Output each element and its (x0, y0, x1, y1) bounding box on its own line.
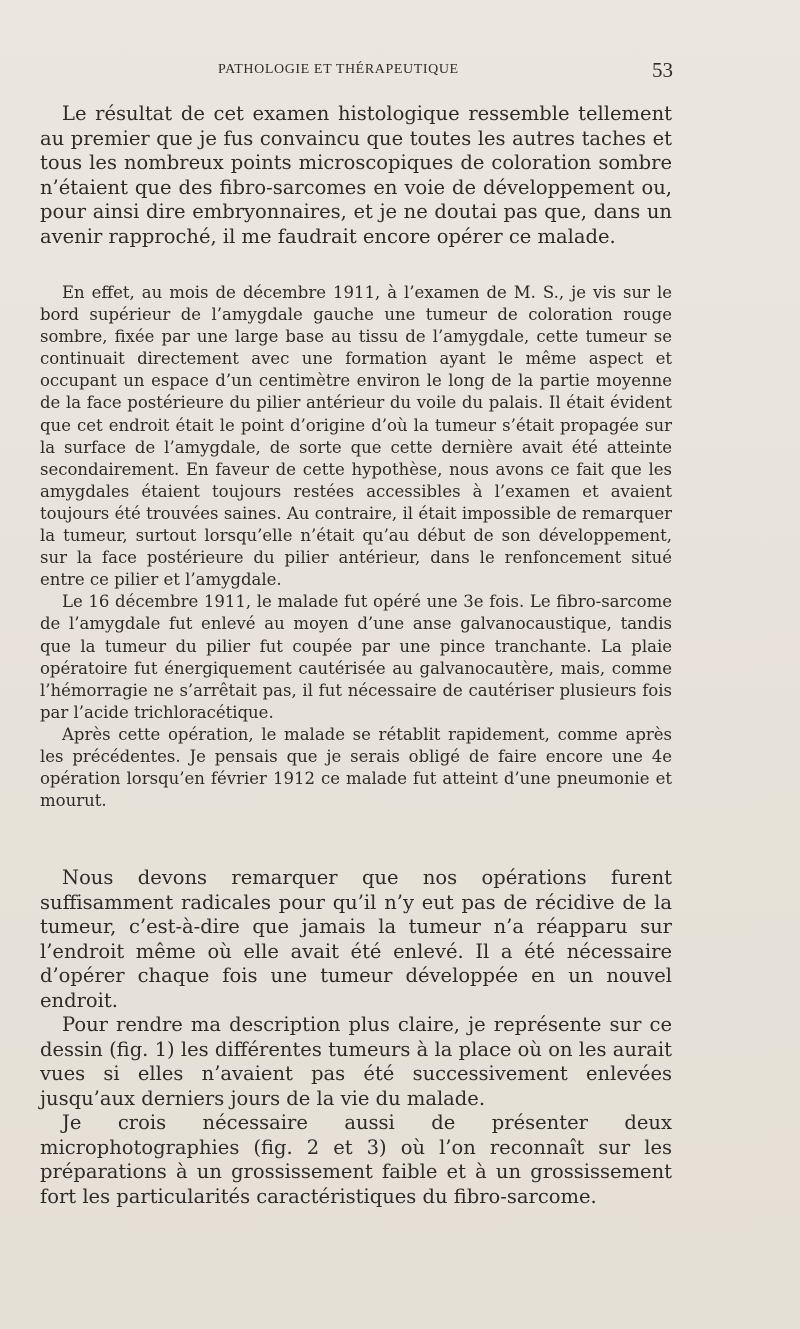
paragraph-recovery-and-death: Après cette opération, le malade se rétablit rapidement, comme après les précédentes. Je pensais que je serais obligé de faire encore une 4e opération lorsqu’en février 1912 ce malade fut atteint d’une pneumonie et mourut. (40, 724, 672, 811)
text-block-case-report (40, 282, 672, 812)
text-block-conclusion (40, 866, 672, 1209)
paragraph-microphotographs: Je crois nécessaire aussi de présenter deux microphotographies (fig. 2 et 3) où l’on reconnaît sur les préparations à un grossissement faible et à un grossissement fort les particularités caractéristiques du fibro-sarcome. (40, 1111, 672, 1208)
paragraph-histology-result: Le résultat de cet examen histologique ressemble tellement au premier que je fus convaincu que toutes les autres taches et tous les nombreux points microscopiques de coloration sombre n’étaient que des fibro-sarcomes en voie de développement ou, pour ainsi dire embryonnaires, et je ne doutai pas que, dans un avenir rapproché, il me faudrait encore opérer ce malade. (40, 102, 672, 248)
paragraph-third-operation: Le 16 décembre 1911, le malade fut opéré une 3e fois. Le fibro-sarcome de l’amygdale fut enlevé au moyen d’une anse galvanocaustique, tandis que la tumeur du pilier fut coupée par une pince tranchante. La plaie opératoire fut énergiquement cautérisée au galvanocautère, mais, comme l’hémorragie ne s’arrêtait pas, il fut nécessaire de cautériser plusieurs fois par l’acide trichloracétique. (40, 592, 672, 722)
page-number: 53 (652, 58, 673, 82)
running-head (0, 58, 800, 82)
paragraph-figure-one: Pour rendre ma description plus claire, je représente sur ce dessin (fig. 1) les différentes tumeurs à la place où on les aurait vues si elles n’avaient pas été successivement enlevées jusqu’aux derniers jours de la vie du malade. (40, 1013, 672, 1110)
paragraph-no-recurrence: Nous devons remarquer que nos opérations furent suffisamment radicales pour qu’il n’y eut pas de récidive de la tumeur, c’est-à-dire que jamais la tumeur n’a réapparu sur l’endroit même où elle avait été enlevé. Il a été nécessaire d’opérer chaque fois une tumeur développée en un nouvel endroit. (40, 866, 672, 1012)
running-title: PATHOLOGIE ET THÉRAPEUTIQUE (218, 62, 459, 77)
paragraph-december-exam: En effet, au mois de décembre 1911, à l’examen de M. S., je vis sur le bord supérieur de l’amygdale gauche une tumeur de coloration rouge sombre, fixée par une large base au tissu de l’amygdale, cette tumeur se continuait directement avec une formation ayant le même aspect et occupant un espace d’un centimètre environ le long de la partie moyenne de la face postérieure du pilier antérieur du voile du palais. Il était évident que cet endroit était le point d’origine d’où la tumeur s’était propagée sur la surface de l’amygdale, de sorte que cette dernière avait été atteinte secondairement. En faveur de cette hypothèse, nous avons ce fait que les amygdales étaient toujours restées accessibles à l’examen et avaient toujours été trouvées saines. Au contraire, il était impossible de remarquer la tumeur, surtout lorsqu’elle n’était qu’au début de son développement, sur la face postérieure du pilier antérieur, dans le renfoncement situé entre ce pilier et l’amygdale. (40, 283, 672, 590)
text-block-top (40, 102, 672, 249)
